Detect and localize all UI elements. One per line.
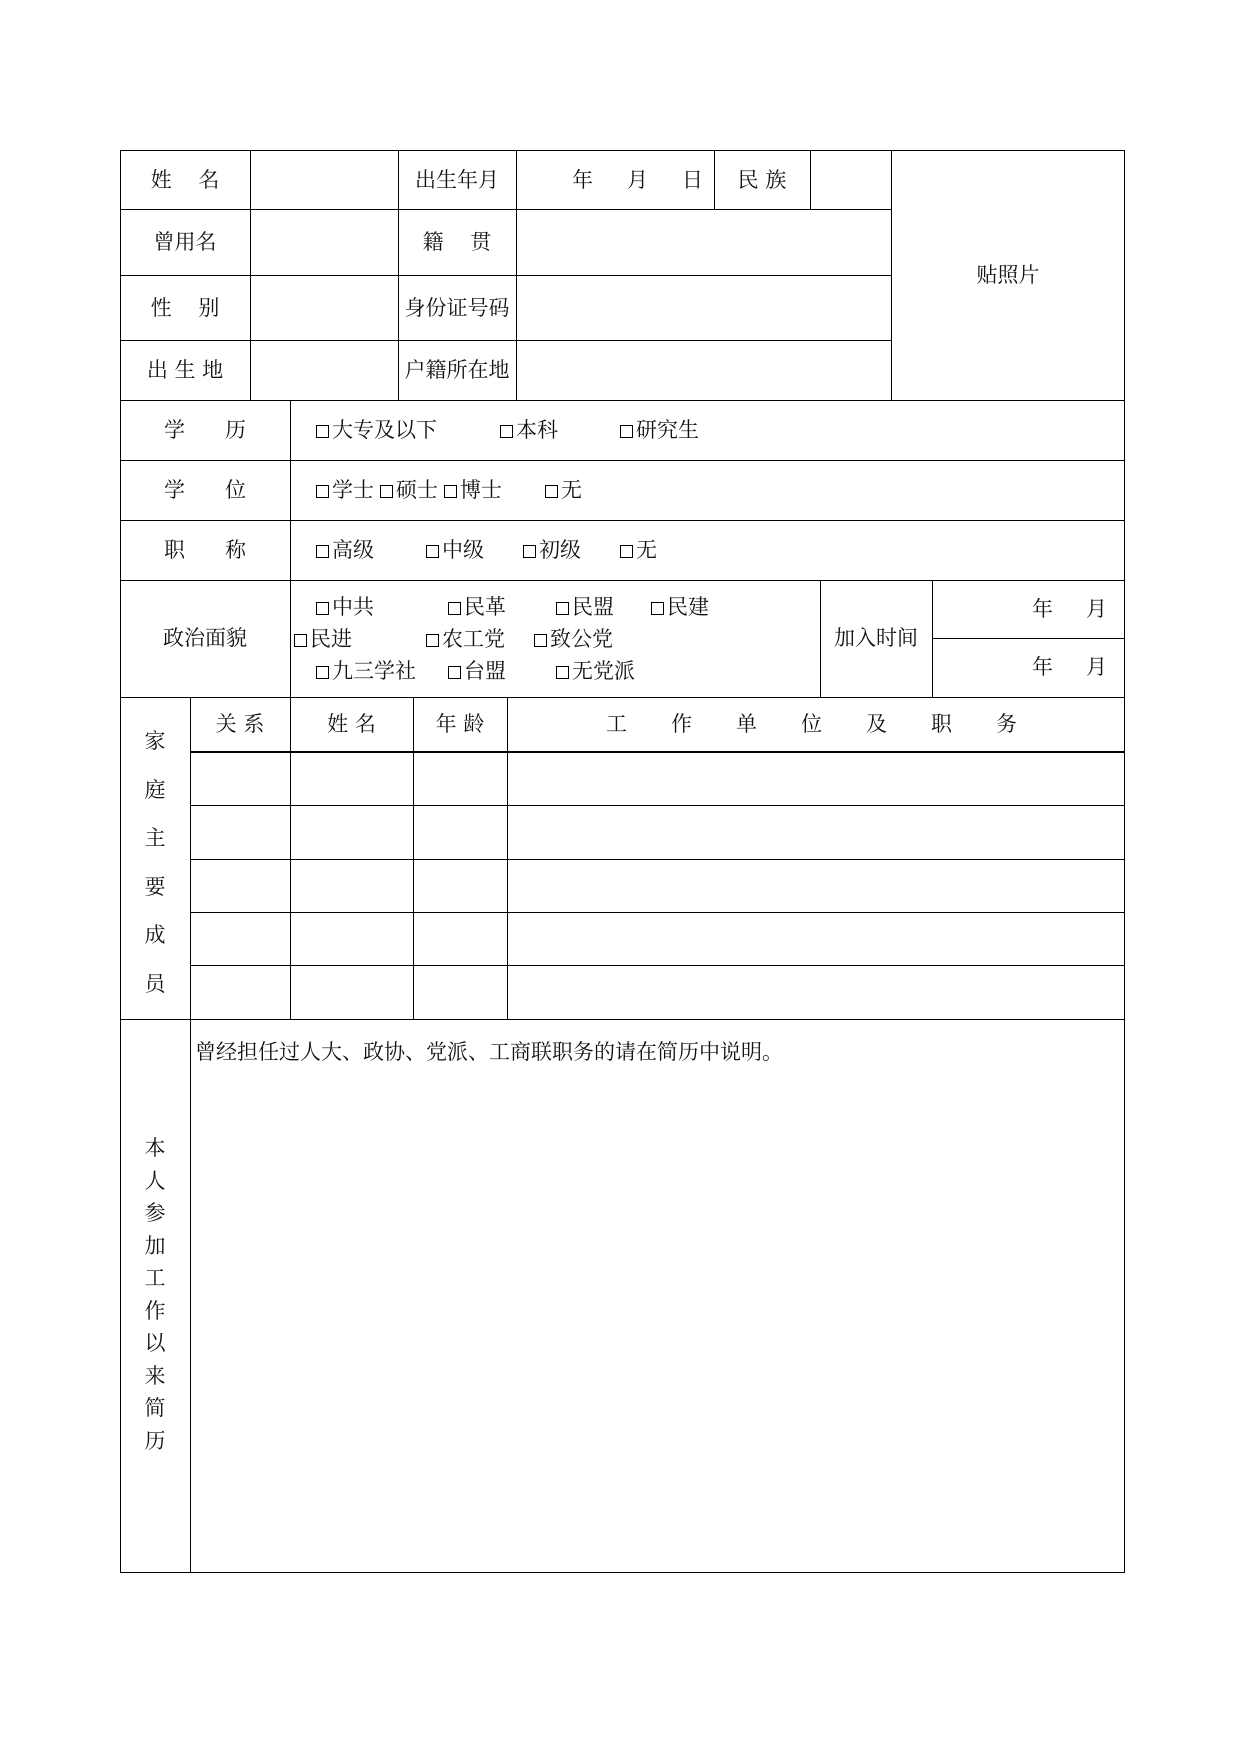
household-field[interactable] [517,341,891,400]
name-label: 姓 名 [150,168,220,192]
family-relation-cell[interactable] [191,913,290,965]
checkbox-icon [620,545,633,558]
divider [120,460,1125,461]
party-option[interactable]: 民盟 [556,594,614,620]
divider [120,400,1125,401]
family-work-cell[interactable] [508,806,1124,859]
age-header: 年 龄 [435,712,485,736]
border-bottom [120,1572,1125,1573]
family-relation-cell[interactable] [191,806,290,859]
family-work-cell[interactable] [508,966,1124,1019]
party-option[interactable]: 民建 [651,594,709,620]
resume-side-label: 本 人 参 加 工 作 以 来 简 历 [144,1136,166,1453]
checkbox-icon [316,666,329,679]
birth-day-unit: 日 [682,168,703,192]
checkbox-icon [426,634,439,647]
join-year-unit: 年 [1032,655,1053,679]
checkbox-icon [448,666,461,679]
member-name-header: 姓 名 [327,712,376,736]
native-place-label: 籍 贯 [422,230,492,254]
native-place-field[interactable] [517,210,891,275]
checkbox-icon [651,602,664,615]
family-age-cell[interactable] [414,913,507,965]
gender-label: 性 别 [150,296,220,320]
degree-option[interactable]: 博士 [444,477,502,503]
birth-month-unit: 月 [627,168,648,192]
family-name-cell[interactable] [291,753,413,805]
join-time-label: 加入时间 [834,626,918,650]
checkbox-icon [316,485,329,498]
party-option[interactable]: 中共 [316,594,374,620]
family-work-cell[interactable] [508,860,1124,912]
household-label: 户籍所在地 [404,358,510,382]
divider [120,520,1125,521]
education-option[interactable]: 大专及以下 [316,417,437,443]
former-name-field[interactable] [251,210,398,275]
divider [120,1019,1125,1020]
birthplace-field[interactable] [251,341,398,400]
work-header: 职 [931,712,952,736]
work-header: 作 [671,712,692,736]
birth-date-label: 出生年月 [415,168,499,192]
checkbox-icon [500,425,513,438]
checkbox-icon [316,602,329,615]
party-option[interactable]: 致公党 [534,626,613,652]
checkbox-icon [556,602,569,615]
checkbox-icon [316,425,329,438]
checkbox-icon [534,634,547,647]
party-option[interactable]: 台盟 [448,658,506,684]
family-relation-cell[interactable] [191,966,290,1019]
work-header: 位 [801,712,822,736]
gender-field[interactable] [251,276,398,340]
name-field[interactable] [251,151,398,209]
family-relation-cell[interactable] [191,753,290,805]
family-age-cell[interactable] [414,966,507,1019]
id-number-field[interactable] [517,276,891,340]
checkbox-icon [380,485,393,498]
family-name-cell[interactable] [291,966,413,1019]
checkbox-icon [316,545,329,558]
education-label: 学 历 [163,418,247,442]
degree-option[interactable]: 学士 [316,477,374,503]
degree-option[interactable]: 硕士 [380,477,438,503]
relation-header: 关 系 [215,712,265,736]
ethnic-field[interactable] [811,151,891,209]
checkbox-icon [545,485,558,498]
family-name-cell[interactable] [291,806,413,859]
checkbox-icon [448,602,461,615]
resume-note: 曾经担任过人大、政协、党派、工商联职务的请在简历中说明。 [195,1040,783,1064]
join-month-unit: 月 [1086,655,1107,679]
party-option[interactable]: 农工党 [426,626,505,652]
resume-text-area[interactable] [191,1075,1124,1572]
registration-form [120,150,1125,1573]
family-name-cell[interactable] [291,860,413,912]
former-name-label: 曾用名 [153,230,217,254]
education-option[interactable]: 本科 [500,417,558,443]
checkbox-icon [294,634,307,647]
birthplace-label: 出 生 地 [146,358,224,382]
divider [290,400,291,697]
family-work-cell[interactable] [508,913,1124,965]
family-age-cell[interactable] [414,860,507,912]
family-name-cell[interactable] [291,913,413,965]
party-option[interactable]: 民进 [294,626,352,652]
degree-option[interactable]: 无 [545,477,582,503]
checkbox-icon [556,666,569,679]
title-option[interactable]: 高级 [316,537,374,563]
title-option[interactable]: 中级 [426,537,484,563]
photo-label: 贴照片 [976,263,1040,287]
family-age-cell[interactable] [414,753,507,805]
id-number-label: 身份证号码 [404,296,510,320]
party-option[interactable]: 九三学社 [316,658,416,684]
education-option[interactable]: 研究生 [620,417,699,443]
work-header: 及 [866,712,887,736]
checkbox-icon [620,425,633,438]
family-age-cell[interactable] [414,806,507,859]
political-label: 政治面貌 [163,626,247,650]
degree-label: 学 位 [163,478,247,502]
work-header: 务 [996,712,1017,736]
work-header: 工 [606,712,627,736]
title-option[interactable]: 初级 [523,537,581,563]
family-side-label: 家 庭 主 要 成 员 [144,729,166,996]
checkbox-icon [444,485,457,498]
party-option[interactable]: 民革 [448,594,506,620]
border-right [1124,150,1125,1573]
divider [120,697,1125,698]
professional-title-label: 职 称 [163,538,247,562]
work-header: 单 [736,712,757,736]
checkbox-icon [523,545,536,558]
party-option[interactable]: 无党派 [556,658,635,684]
birth-year-unit: 年 [572,168,593,192]
join-month-unit: 月 [1086,597,1107,621]
ethnic-label: 民 族 [737,168,787,192]
family-work-cell[interactable] [508,753,1124,805]
photo-area[interactable] [892,151,1124,400]
join-year-unit: 年 [1032,597,1053,621]
title-option[interactable]: 无 [620,537,657,563]
family-relation-cell[interactable] [191,860,290,912]
checkbox-icon [426,545,439,558]
